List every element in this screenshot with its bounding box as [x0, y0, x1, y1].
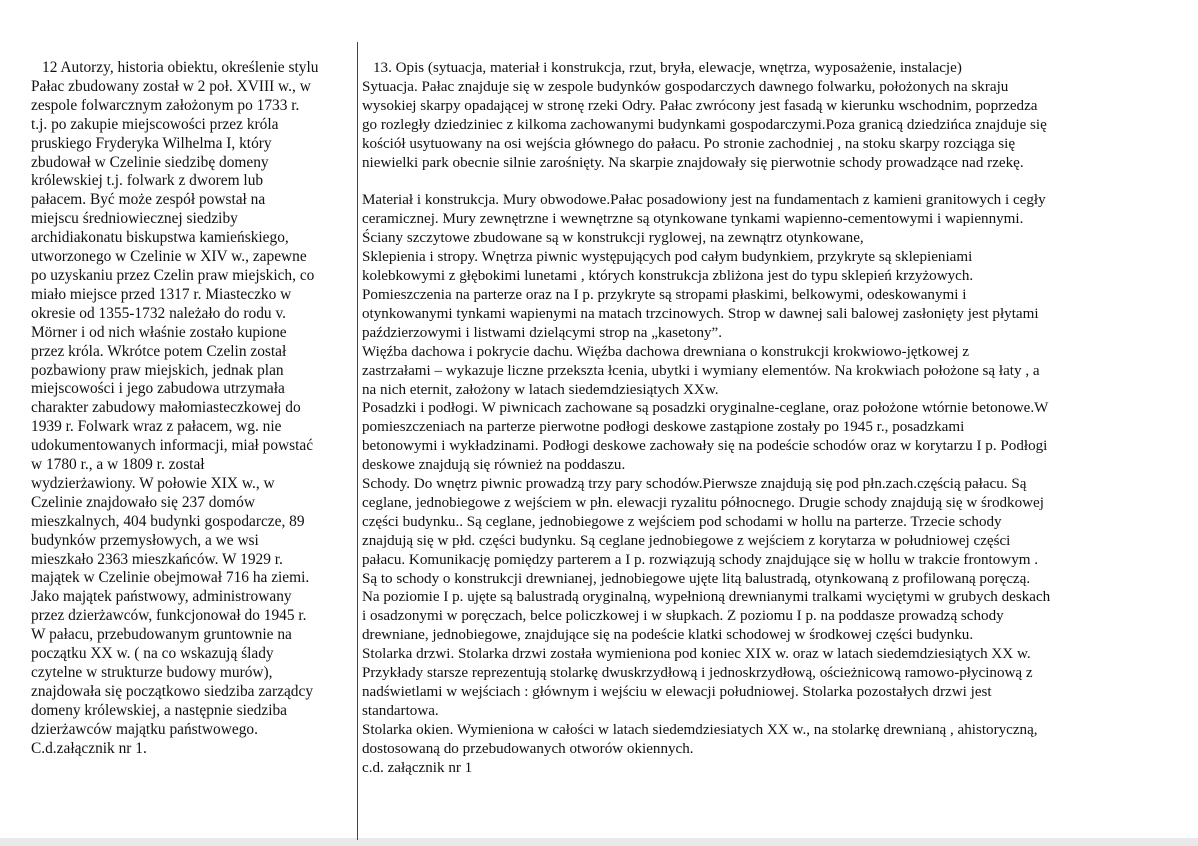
left-text-line: pruskiego Fryderyka Wilhelma I, który — [31, 134, 272, 152]
left-text-line: W pałacu, przebudowanym gruntownie na — [31, 626, 292, 644]
left-text-line: pałacem. Być może zespół powstał na — [31, 191, 266, 209]
left-text-line: domeny królewskiej, a następnie siedziba — [31, 701, 288, 719]
right-text-line: ceglane, jednobiegowe z wejściem w płn. elewacji ryzalitu północnego. Drugie schody znajdują się w środkowej — [362, 494, 1044, 511]
right-text-line: znajdują się w płd. części budynku. Są ceglane jednobiegowe z wejściem z korytarza w południowej części — [362, 532, 1011, 549]
left-text-line: Mörner i od nich właśnie zostało kupione — [31, 323, 287, 341]
right-text-line: Pomieszczenia na parterze oraz na I p. przykryte są stropami płaskimi, belkowymi, odeskowanymi i — [362, 286, 967, 303]
right-text-line: Więźba dachowa i pokrycie dachu. Więźba dachowa drewniana o konstrukcji krokwiowo-jętkowej z — [362, 343, 970, 360]
right-text-line: Ściany szczytowe zbudowane są w konstrukcji ryglowej, na zewnątrz otynkowane, — [362, 230, 864, 247]
left-text-line: początku XX w. ( na co wskazują ślady — [31, 645, 274, 663]
right-text-line: pomieszczeniach na parterze pierwotne podłogi deskowe zastąpione zostały po 1945 r., posadzkami — [362, 419, 965, 436]
right-text-line: drewniane, jednobiegowe, znajdujące się na podeście klatki schodowej w środkowej części budynku. — [362, 627, 974, 644]
scan-bottom-edge — [0, 838, 1198, 846]
right-text-line: Są to schody o konstrukcji drewnianej, jednobiegowe ujęte litą balustradą, otynkowaną z profilowaną poręczą. — [362, 570, 1031, 587]
paragraph-gap — [362, 172, 1144, 191]
right-text-line: kolebkowymi z głębokimi lunetami , których konstrukcja zbliżona jest do typu sklepień krzyżowych. — [362, 268, 974, 285]
right-text-line: Stolarka okien. Wymieniona w całości w latach siedemdziesiatych XX w., na stolarkę drewnianą , ahistoryczną, — [362, 721, 1038, 738]
left-column — [31, 59, 351, 759]
right-text-line: paździerzowymi i listwami dzielącymi strop na „kasetony”. — [362, 324, 723, 341]
right-heading: 13. Opis (sytuacja, materiał i konstrukcja, rzut, bryła, elewacje, wnętrza, wyposażenie, instalacje) — [373, 60, 962, 76]
right-column — [362, 59, 1144, 778]
right-text-line: deskowe znajdują się również na poddaszu. — [362, 457, 626, 474]
left-text-line: miejscowości i jego zabudowa utrzymała — [31, 380, 285, 398]
left-text-line: przez dzierżawców, funkcjonował do 1945 r. — [31, 607, 307, 625]
right-text-line: Sytuacja. Pałac znajduje się w zespole budynków gospodarczych dawnego folwarku, położonych na skraju — [362, 78, 1009, 95]
left-text-line: czytelne w strukturze budowy murów), — [31, 664, 273, 681]
left-text-line: mieszkało 2363 mieszkańców. W 1929 r. — [31, 550, 283, 568]
right-text-line: go rozległy dziedziniec z kilkoma zachowanymi budynkami gospodarczymi.Poza granicą dziedzińca znajduje się — [362, 116, 1047, 133]
left-text-line: 1939 r. Folwark wraz z pałacem, wg. nie — [31, 418, 282, 436]
left-text-line: mieszkalnych, 404 budynki gospodarcze, 89 — [31, 512, 305, 530]
right-text-line: zastrzałami – wykazuje liczne przekszta łcenia, ubytki i wymiany elementów. Na krokwiach położone są łaty , a — [362, 362, 1040, 379]
right-text-line: Na poziomie I p. ujęte są balustradą oryginalną, wypełnioną drewnianymi tralkami wyciętymi w grubych deskach — [362, 589, 1051, 606]
left-text-line: pozbawiony praw miejskich, jednak plan — [31, 361, 284, 379]
left-text-line: zespole folwarcznym założonym po 1733 r. — [31, 96, 300, 114]
right-text-line: niewielki park obecnie silnie zarośnięty. Na skarpie znajdowały się pierwotnie schody prowadzące nad rzekę. — [362, 154, 1024, 171]
right-text-line: c.d. załącznik nr 1 — [362, 759, 473, 776]
right-text-line: Stolarka drzwi. Stolarka drzwi została wymieniona pod koniec XIX w. oraz w latach siedemdziesiątych XX w. — [362, 646, 1031, 663]
left-text-line: Czelinie znajdowało się 237 domów — [31, 493, 255, 511]
left-text-line: budynków przemysłowych, a we wsi — [31, 531, 259, 549]
left-text-line: wydzierżawiony. W połowie XIX w., w — [31, 474, 275, 492]
left-text-line: miejscu średniowiecznej siedziby — [31, 210, 238, 228]
left-text-line: przez króla. Wkrótce potem Czelin został — [31, 342, 287, 360]
right-text-line: kościół usytuowany na osi wejścia głównego do pałacu. Po stronie zachodniej , na stoku skarpy rozciąga się — [362, 135, 1016, 152]
left-text-line: majątek w Czelinie obejmował 716 ha ziemi. — [31, 569, 310, 587]
left-text-line: Jako majątek państwowy, administrowany — [31, 588, 292, 606]
left-text-line: t.j. po zakupie miejscowości przez króla — [31, 115, 279, 133]
left-body — [31, 78, 351, 759]
left-text-line: w 1780 r., a w 1809 r. został — [31, 456, 205, 474]
right-text-line: Posadzki i podłogi. W piwnicach zachowane są posadzki oryginalne-ceglane, oraz położone wtórnie betonowe.W — [362, 400, 1049, 417]
right-text-line: ceramicznej. Mury zewnętrzne i wewnętrzne są otynkowane tynkami wapienno-cementowymi i wapiennymi. — [362, 211, 1024, 228]
right-text-line: standartowa. — [362, 702, 439, 719]
right-text-line: otynkowanymi tynkami wapienymi na matach trzcinowych. Strop w dawnej sali balowej zasłonięty jest płytami — [362, 305, 1039, 322]
right-text-line: pałacu. Komunikację pomiędzy parterem a I p. rozwiązują schody znajdujące się w hollu w trakcie frontowym . — [362, 551, 1039, 568]
right-text-line: betonowymi i wykładzinami. Podłogi deskowe zachowały się na podeście schodów oraz w korytarzu I p. Podłogi — [362, 438, 1048, 455]
left-text-line: znajdowała się początkowo siedziba zarządcy — [31, 682, 314, 700]
right-text-line: Schody. Do wnętrz piwnic prowadzą trzy pary schodów.Pierwsze znajdują się pod płn.zach.częścią pałacu. Są — [362, 476, 1027, 493]
left-heading: 12 Autorzy, historia obiektu, określenie stylu — [42, 59, 319, 76]
left-text-line: utworzonego w Czelinie w XIV w., zapewne — [31, 248, 307, 266]
right-text-line: wysokiej skarpy opadającej w stronę rzeki Odry. Pałac zwrócony jest fasadą w kierunku wschodnim, poprzedza — [362, 97, 1038, 114]
left-text-line: udokumentowanych informacji, miał powstać — [31, 437, 314, 455]
left-text-line: charakter zabudowy małomiasteczkowej do — [31, 399, 301, 417]
right-text-line: i osadzonymi w poręczach, belce policzkowej i w słupkach. Z poziomu I p. na poddasze prowadzą schody — [362, 608, 1004, 625]
right-text-line: nadświetlami w wejściach : głównym i wejściu w elewacji południowej. Stolarka pozostałych drzwi jest — [362, 684, 992, 700]
left-text-line: Pałac zbudowany został w 2 poł. XVIII w., w — [31, 77, 311, 95]
left-text-line: zbudował w Czelinie siedzibę domeny — [31, 153, 269, 171]
right-text-line: dostosowaną do przebudowanych otworów okiennych. — [362, 740, 694, 757]
left-text-line: po uzyskaniu przez Czelin praw miejskich, co — [31, 266, 315, 284]
left-text-line: dzierżawców majątku państwowego. — [31, 720, 258, 738]
column-divider — [357, 42, 358, 840]
right-paragraph-description — [362, 191, 1144, 777]
right-text-line: na nich eternit, założony w latach siedemdziesiątych XXw. — [362, 381, 719, 398]
right-text-line: Przykłady starsze reprezentują stolarkę dwuskrzydłową i jednoskrzydłową, ościeżnicową ramowo-płycinową z — [362, 665, 1033, 682]
left-text-line: C.d.załącznik nr 1. — [31, 739, 147, 757]
left-text-line: okresie od 1355-1732 należało do rodu v. — [31, 304, 287, 322]
right-paragraph-situation — [362, 78, 1144, 173]
left-text-line: archidiakonatu biskupstwa kamieńskiego, — [31, 229, 289, 247]
left-text-line: miało miejsce przed 1317 r. Miasteczko w — [31, 285, 292, 303]
right-text-line: części budynku.. Są ceglane, jednobiegowe z wejściem pod schodami w hollu na parterze. Trzecie schody — [362, 513, 1002, 530]
right-text-line: Materiał i konstrukcja. Mury obwodowe.Pałac posadowiony jest na fundamentach z kamieni granitowych i cegły — [362, 192, 1046, 209]
left-text-line: królewskiej t.j. folwark z dworem lub — [31, 172, 264, 190]
right-text-line: Sklepienia i stropy. Wnętrza piwnic występujących pod całym budynkiem, przykryte są sklepieniami — [362, 249, 973, 266]
